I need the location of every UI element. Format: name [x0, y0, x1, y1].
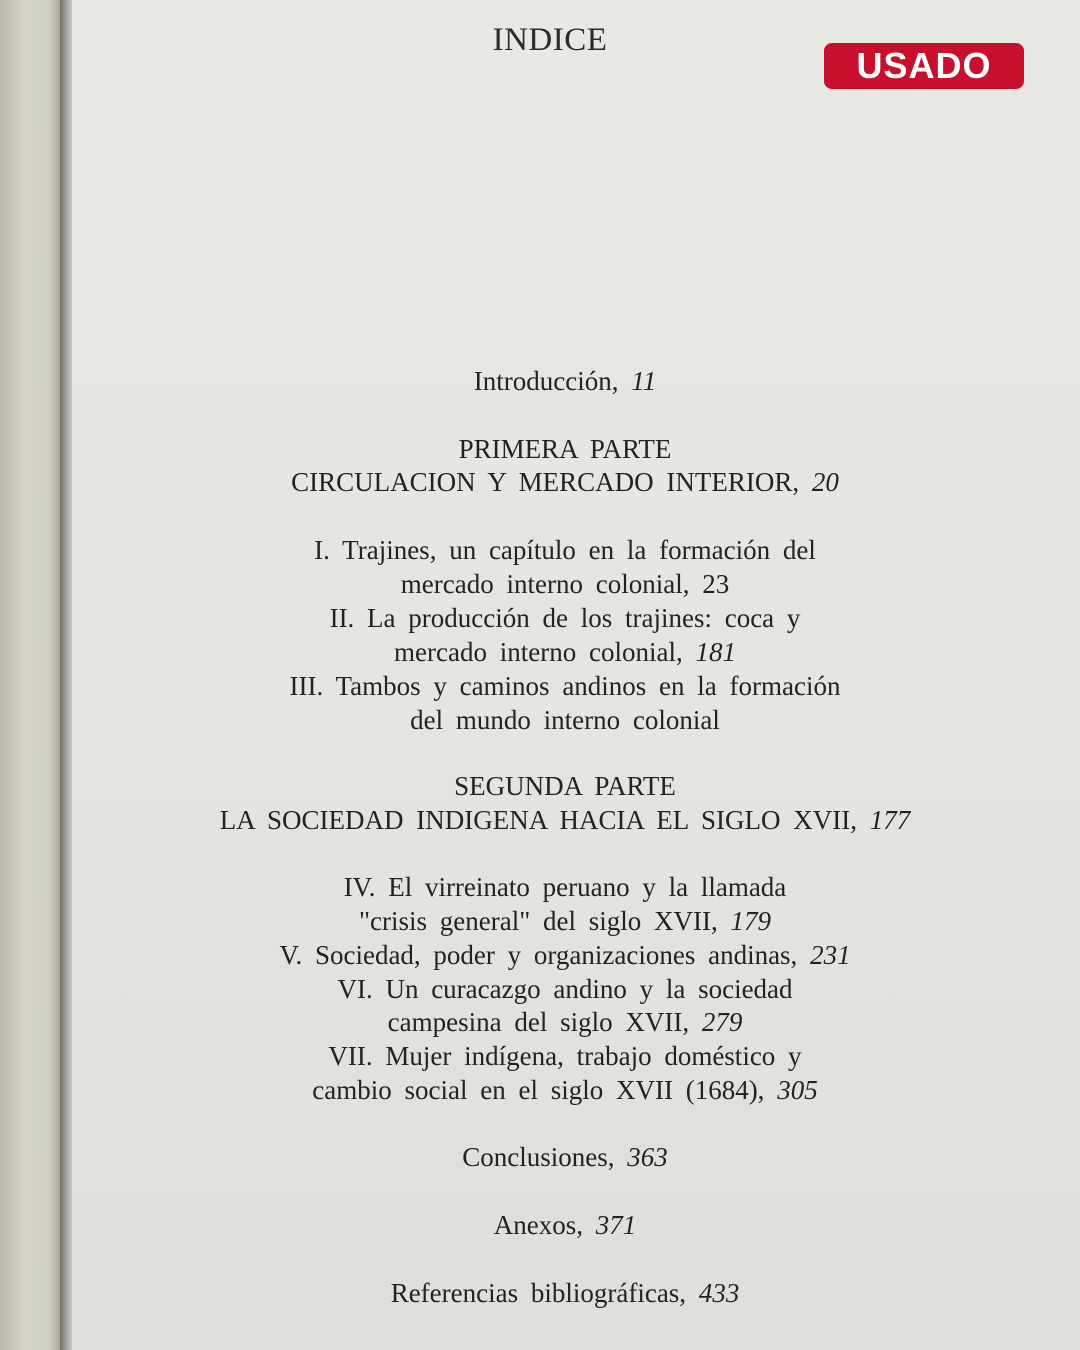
used-badge: USADO [824, 43, 1024, 89]
toc-entry-chapter-3-line-2: del mundo interno colonial [410, 705, 720, 735]
toc-entry-chapter-7-line-2: cambio social en el siglo XVII (1684), 305 [312, 1075, 818, 1105]
toc-entry-chapter-4-line-2: "crisis general" del siglo XVII, 179 [359, 906, 771, 936]
toc-entry-chapter-5: V. Sociedad, poder y organizaciones andinas, 231 [279, 940, 851, 970]
toc-entry-chapter-4-line-1: IV. El virreinato peruano y la llamada [343, 872, 787, 902]
toc-entry-chapter-3-line-1: III. Tambos y caminos andinos en la formación [289, 671, 841, 701]
toc-entry-chapter-6-line-2: campesina del siglo XVII, 279 [387, 1007, 743, 1037]
toc-entry-introduction: Introducción, 11 [473, 366, 657, 396]
toc-entry-chapter-2-line-1: II. La producción de los trajines: coca y [329, 603, 801, 633]
part-one-label: PRIMERA PARTE [458, 434, 672, 464]
part-two-label: SEGUNDA PARTE [454, 771, 676, 801]
toc-entry-chapter-6-line-1: VI. Un curacazgo andino y la sociedad [337, 974, 793, 1004]
page-title: INDICE [492, 22, 608, 58]
toc-entry-chapter-1-line-2: mercado interno colonial, 23 [400, 569, 730, 599]
toc-entry-conclusions: Conclusiones, 363 [462, 1142, 668, 1172]
toc-entry-chapter-2-line-2: mercado interno colonial, 181 [394, 637, 736, 667]
toc-entry-references: Referencias bibliográficas, 433 [390, 1278, 740, 1308]
toc-entry-annexes: Anexos, 371 [493, 1210, 637, 1240]
part-two-title: LA SOCIEDAD INDIGENA HACIA EL SIGLO XVII, 177 [219, 805, 911, 835]
part-one-title: CIRCULACION Y MERCADO INTERIOR, 20 [291, 467, 839, 497]
toc-entry-chapter-1-line-1: I. Trajines, un capítulo en la formación del [314, 535, 816, 565]
toc-entry-chapter-7-line-1: VII. Mujer indígena, trabajo doméstico y [328, 1041, 802, 1071]
